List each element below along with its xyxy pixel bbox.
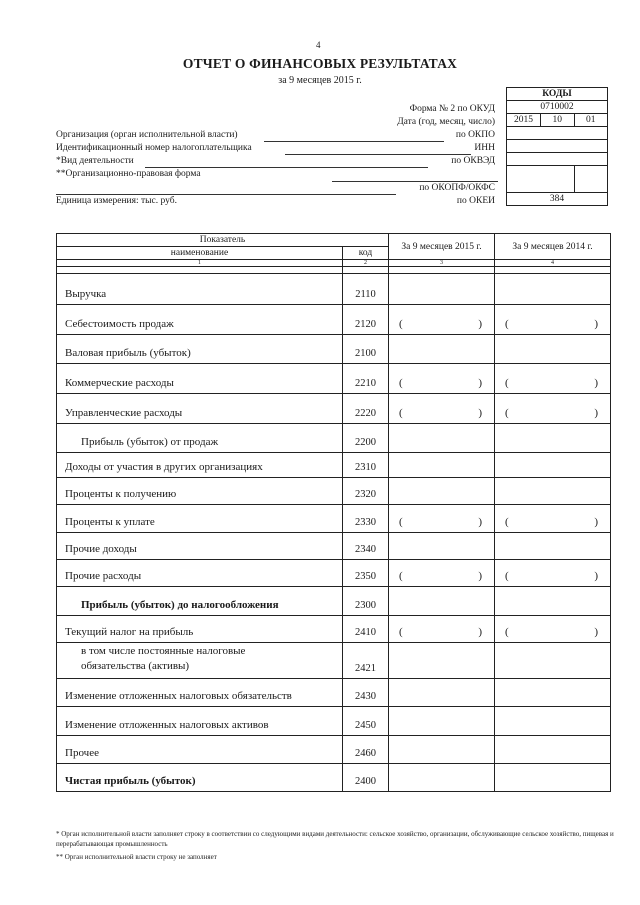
row-code: 2200	[343, 424, 389, 453]
value-prev[interactable]	[495, 736, 611, 764]
value-prev[interactable]	[495, 533, 611, 560]
okopf-label: по ОКОПФ/ОКФС	[419, 183, 495, 193]
value-current[interactable]	[389, 587, 495, 616]
value-current[interactable]: ( )	[389, 364, 495, 394]
report-period: за 9 месяцев 2015 г.	[278, 75, 362, 86]
value-prev[interactable]	[495, 335, 611, 364]
row-name: в том числе постоянные налоговые обязательства (активы)	[57, 643, 343, 679]
tax-id-line	[285, 154, 471, 155]
date-month: 10	[541, 114, 574, 127]
row-name: Текущий налог на прибыль	[57, 616, 343, 643]
report-title: ОТЧЕТ О ФИНАНСОВЫХ РЕЗУЛЬТАТАХ	[182, 56, 458, 71]
value-prev[interactable]: ( )	[495, 394, 611, 424]
table-row	[57, 764, 611, 792]
col-current-header: За 9 месяцев 2015 г.	[389, 234, 495, 260]
row-name: Выручка	[57, 274, 343, 305]
legal-form-line-1	[332, 181, 498, 182]
table-row	[57, 736, 611, 764]
codes-box	[506, 87, 608, 206]
value-prev[interactable]	[495, 453, 611, 478]
col-num-4: 4	[495, 260, 611, 267]
value-current[interactable]	[389, 736, 495, 764]
organization-label: Организация (орган исполнительной власти)	[56, 130, 238, 140]
row-name: Прибыль (убыток) до налогообложения	[57, 587, 343, 616]
row-name: Проценты к получению	[57, 478, 343, 505]
legal-form-line-2	[56, 194, 396, 195]
table-row	[57, 505, 611, 533]
table-row	[57, 394, 611, 424]
inn-code	[507, 140, 608, 153]
row-code: 2120	[343, 305, 389, 335]
col-prev-header: За 9 месяцев 2014 г.	[495, 234, 611, 260]
okopf-code	[507, 166, 575, 193]
value-current[interactable]	[389, 424, 495, 453]
row-code: 2330	[343, 505, 389, 533]
row-code: 2400	[343, 764, 389, 792]
value-current[interactable]	[389, 764, 495, 792]
okei-label: по ОКЕИ	[456, 196, 495, 206]
row-code: 2460	[343, 736, 389, 764]
okud-code: 0710002	[507, 101, 608, 114]
value-current[interactable]	[389, 533, 495, 560]
row-code: 2421	[343, 643, 389, 679]
col-num-2: 2	[343, 260, 389, 267]
row-name: Валовая прибыль (убыток)	[57, 335, 343, 364]
value-prev[interactable]	[495, 764, 611, 792]
row-code: 2310	[343, 453, 389, 478]
code-col-header: код	[343, 247, 389, 260]
row-name: Себестоимость продаж	[57, 305, 343, 335]
value-prev[interactable]	[495, 587, 611, 616]
row-name: Чистая прибыль (убыток)	[57, 764, 343, 792]
row-code: 2350	[343, 560, 389, 587]
row-code: 2110	[343, 274, 389, 305]
okpo-code	[507, 127, 608, 140]
col-num-3: 3	[389, 260, 495, 267]
value-prev[interactable]	[495, 478, 611, 505]
row-name: Доходы от участия в других организациях	[57, 453, 343, 478]
row-name: Управленческие расходы	[57, 394, 343, 424]
value-prev[interactable]: ( )	[495, 364, 611, 394]
row-name: Коммерческие расходы	[57, 364, 343, 394]
date-label: Дата (год, месяц, число)	[397, 117, 495, 127]
codes-header: КОДЫ	[507, 88, 608, 101]
date-day: 01	[574, 114, 607, 127]
table-row	[57, 587, 611, 616]
organization-line	[264, 141, 444, 142]
legal-form-label: **Организационно-правовая форма	[56, 169, 201, 179]
okved-code	[507, 153, 608, 166]
value-prev[interactable]: ( )	[495, 560, 611, 587]
okei-code: 384	[507, 193, 608, 206]
table-row	[57, 453, 611, 478]
table-row	[57, 643, 611, 679]
name-col-header: наименование	[57, 247, 343, 260]
table-row	[57, 679, 611, 707]
value-prev[interactable]	[495, 679, 611, 707]
row-code: 2220	[343, 394, 389, 424]
footnote-2: ** Орган исполнительной власти строку не заполняет	[56, 853, 217, 861]
value-prev[interactable]: ( )	[495, 616, 611, 643]
value-prev[interactable]: ( )	[495, 505, 611, 533]
table-row	[57, 533, 611, 560]
value-prev[interactable]	[495, 274, 611, 305]
indicator-header: Показатель	[57, 234, 389, 247]
value-prev[interactable]	[495, 643, 611, 679]
value-current[interactable]	[389, 274, 495, 305]
okved-label: по ОКВЭД	[451, 156, 495, 166]
table-row	[57, 364, 611, 394]
table-row	[57, 478, 611, 505]
table-row	[57, 424, 611, 453]
value-current[interactable]: ( )	[389, 305, 495, 335]
table-row	[57, 274, 611, 305]
col-num-1: 1	[57, 260, 343, 267]
row-name: Прочие доходы	[57, 533, 343, 560]
row-code: 2100	[343, 335, 389, 364]
row-code: 2340	[343, 533, 389, 560]
okpo-label: по ОКПО	[455, 130, 495, 140]
tax-id-label: Идентификационный номер налогоплательщика	[56, 143, 252, 153]
row-code: 2210	[343, 364, 389, 394]
value-current[interactable]	[389, 335, 495, 364]
row-name: Прочее	[57, 736, 343, 764]
row-name: Изменение отложенных налоговых активов	[57, 707, 343, 736]
row-name: Проценты к уплате	[57, 505, 343, 533]
value-current[interactable]	[389, 707, 495, 736]
value-prev[interactable]	[495, 424, 611, 453]
value-prev[interactable]: ( )	[495, 305, 611, 335]
footnote-1: * Орган исполнительной власти заполняет строку в соответствии со следующими видами деятельности: сельское хозяйство, организации, обслуживающие сельское хозяйство, пищевая и перерабатывающая промышленность	[56, 830, 614, 848]
form-okud-label: Форма № 2 по ОКУД	[409, 104, 495, 114]
value-current[interactable]: ( )	[389, 616, 495, 643]
activity-label: *Вид деятельности	[56, 156, 134, 166]
value-current[interactable]	[389, 679, 495, 707]
activity-line	[145, 167, 428, 168]
row-code: 2430	[343, 679, 389, 707]
value-current[interactable]: ( )	[389, 394, 495, 424]
table-row	[57, 707, 611, 736]
value-current[interactable]: ( )	[389, 560, 495, 587]
okfs-code	[574, 166, 607, 193]
row-code: 2320	[343, 478, 389, 505]
row-name: Прибыль (убыток) от продаж	[57, 424, 343, 453]
unit-label: Единица измерения: тыс. руб.	[56, 196, 177, 206]
value-prev[interactable]	[495, 707, 611, 736]
table-row	[57, 335, 611, 364]
inn-label: ИНН	[474, 143, 495, 153]
value-current[interactable]	[389, 453, 495, 478]
page-number: 4	[316, 40, 321, 50]
row-name: Изменение отложенных налоговых обязательств	[57, 679, 343, 707]
table-row	[57, 560, 611, 587]
value-current[interactable]	[389, 478, 495, 505]
row-name: Прочие расходы	[57, 560, 343, 587]
date-year: 2015	[507, 114, 541, 127]
row-code: 2410	[343, 616, 389, 643]
financial-results-table	[56, 233, 611, 792]
value-current[interactable]	[389, 643, 495, 679]
table-row	[57, 305, 611, 335]
row-code: 2300	[343, 587, 389, 616]
value-current[interactable]: ( )	[389, 505, 495, 533]
row-code: 2450	[343, 707, 389, 736]
table-row	[57, 616, 611, 643]
